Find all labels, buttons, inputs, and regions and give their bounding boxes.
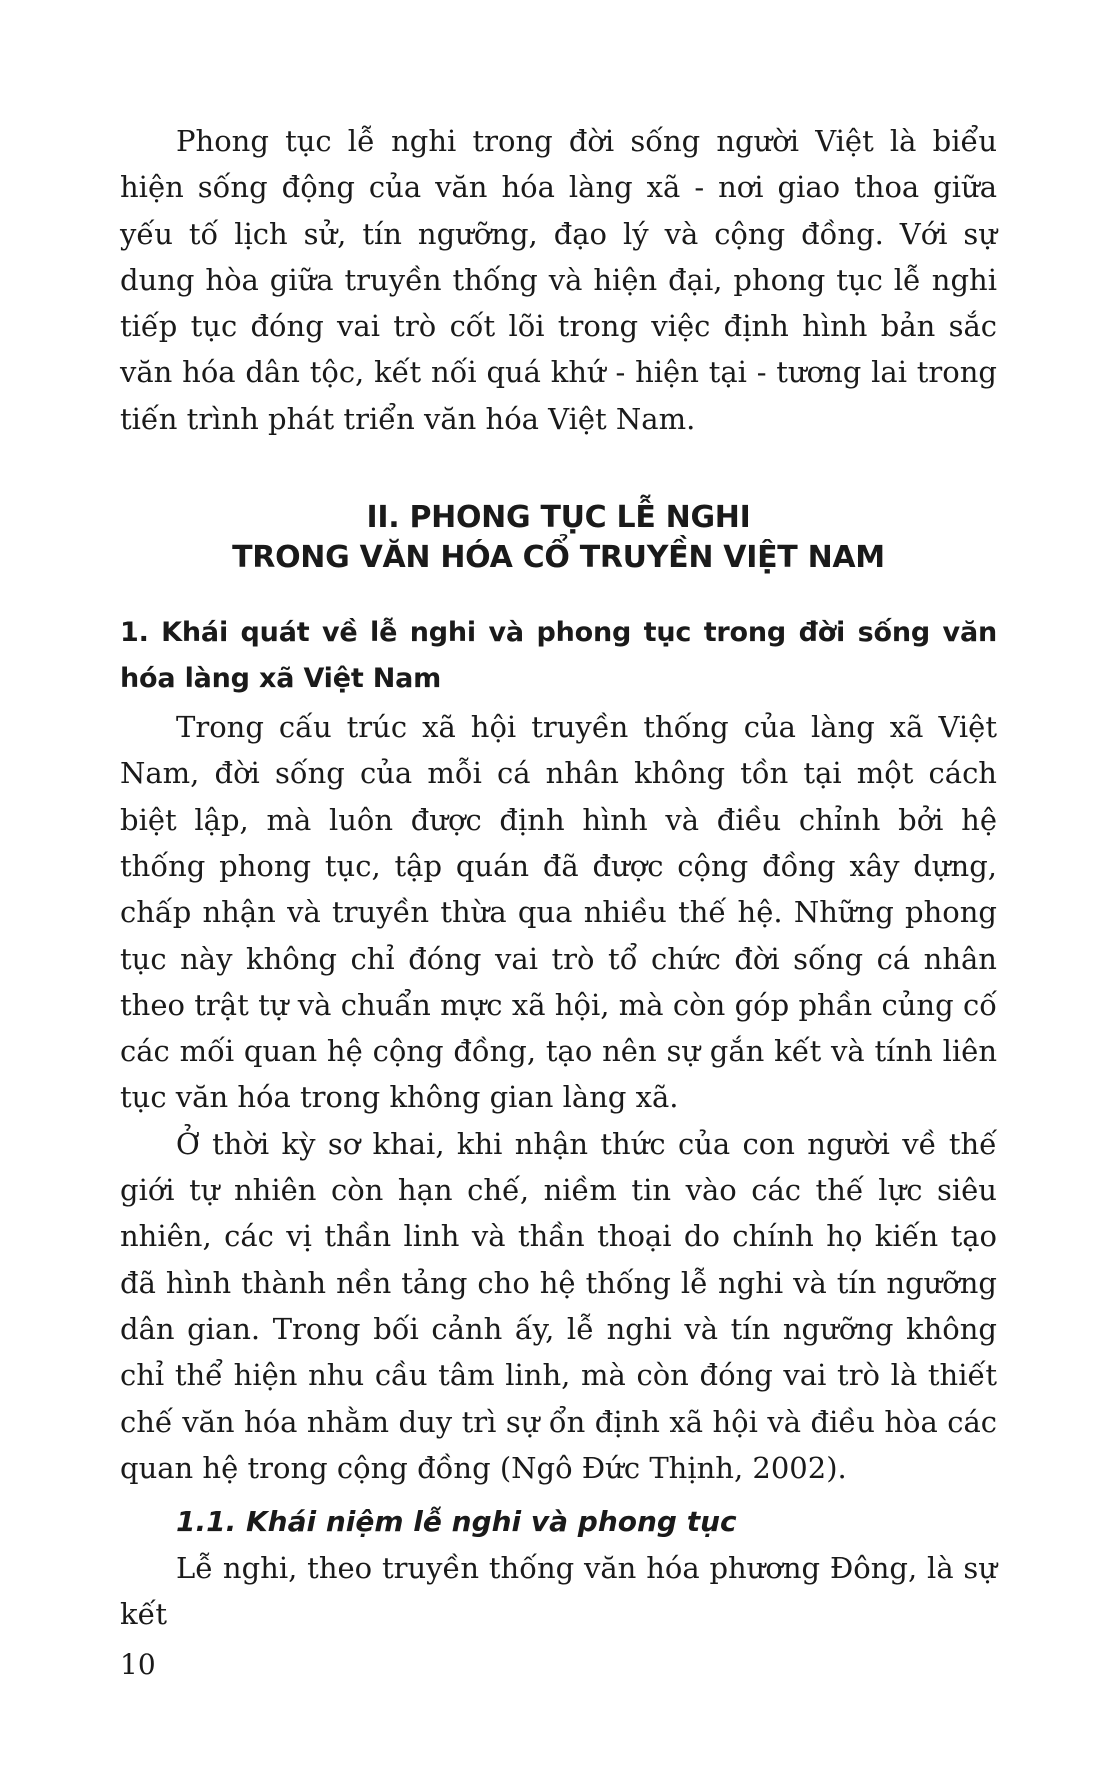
paragraph-3: Lễ nghi, theo truyền thống văn hóa phương Đông, là sự kết [120, 1551, 997, 1632]
section-title-line-2: TRONG VĂN HÓA CỔ TRUYỀN VIỆT NAM [232, 540, 885, 576]
paragraph-2: Ở thời kỳ sơ khai, khi nhận thức của con người về thế giới tự nhiên còn hạn chế, niềm tin vào các thế lực siêu nhiên, các vị thần linh và thần thoại do chính họ kiến tạo đã hình thành nền tảng cho hệ thống lễ nghi và tín ngưỡng dân gian. Trong bối cảnh ấy, lễ nghi và tín ngưỡng không chỉ thể hiện nhu cầu tâm linh, mà còn đóng vai trò là thiết chế văn hóa nhằm duy trì sự ổn định xã hội và điều hòa các quan hệ trong cộng đồng (Ngô Đức Thịnh, 2002). [120, 1126, 997, 1485]
subsubsection-title: 1.1. Khái niệm lễ nghi và phong tục [176, 1505, 737, 1539]
spacer [120, 442, 997, 498]
paragraph-1: Trong cấu trúc xã hội truyền thống của làng xã Việt Nam, đời sống của mỗi cá nhân không tồn tại một cách biệt lập, mà luôn được định hình và điều chỉnh bởi hệ thống phong tục, tập quán đã được cộng đồng xây dựng, chấp nhận và truyền thừa qua nhiều thế hệ. Những phong tục này không chỉ đóng vai trò tổ chức đời sống cá nhân theo trật tự và chuẩn mực xã hội, mà còn góp phần củng cố các mối quan hệ cộng đồng, tạo nên sự gắn kết và tính liên tục văn hóa trong không gian làng xã. [120, 710, 997, 1115]
subsection-title: 1. Khái quát về lễ nghi và phong tục trong đời sống văn hóa làng xã Việt Nam [120, 617, 997, 695]
page-number: 10 [120, 1648, 156, 1681]
section-title-line-1: II. PHONG TỤC LỄ NGHI [366, 500, 751, 536]
page-content [120, 118, 997, 1638]
section-title [120, 498, 997, 578]
intro-paragraph: Phong tục lễ nghi trong đời sống người Việt là biểu hiện sống động của văn hóa làng xã - nơi giao thoa giữa yếu tố lịch sử, tín ngưỡng, đạo lý và cộng đồng. Với sự dung hòa giữa truyền thống và hiện đại, phong tục lễ nghi tiếp tục đóng vai trò cốt lõi trong việc định hình bản sắc văn hóa dân tộc, kết nối quá khứ - hiện tại - tương lai trong tiến trình phát triển văn hóa Việt Nam. [120, 124, 997, 436]
